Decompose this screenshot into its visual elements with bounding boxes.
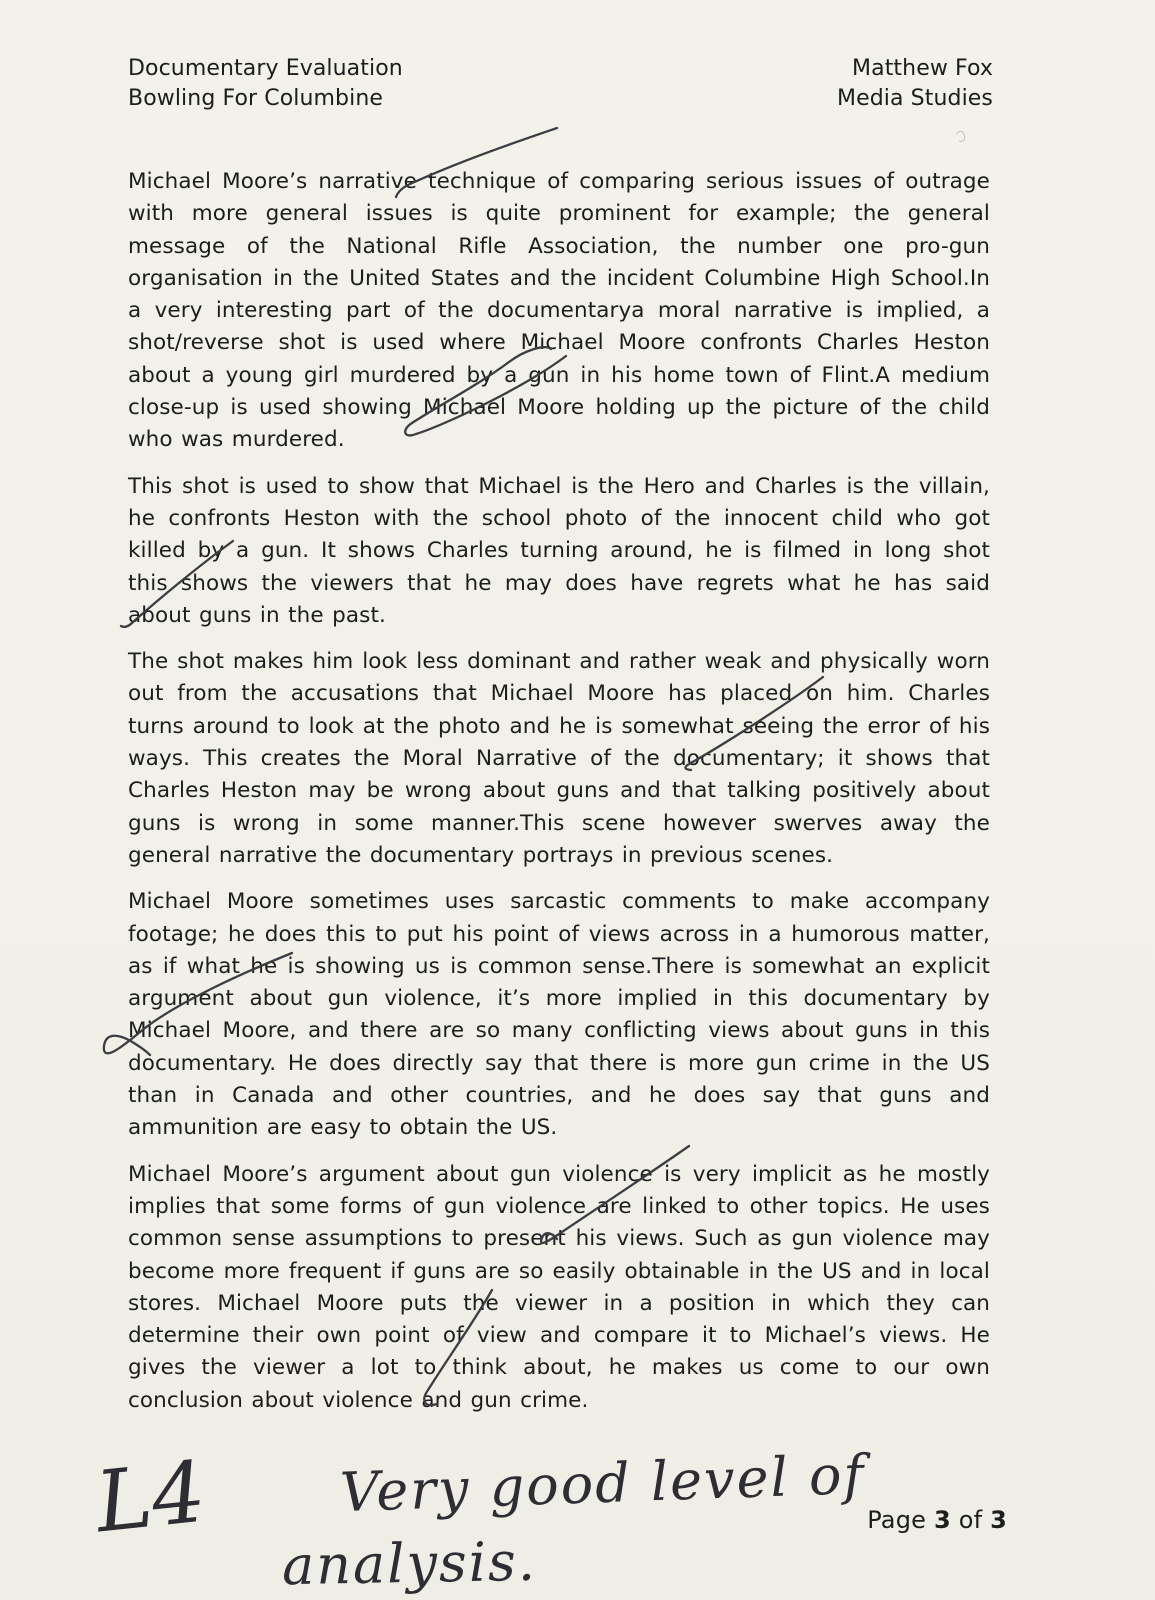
page-number-total: 3 bbox=[990, 1506, 1007, 1534]
essay-paragraph-1: Michael Moore’s narrative technique of comparing serious issues of outrage with more general issues is quite prominent for example; the general message of the National Rifle Association, the number one pro-gun organisation in the United States and the incident Columbine High School.In a very interesting part of the documentarya moral narrative is implied, a shot/reverse shot is used where Michael Moore confronts Charles Heston about a young girl murdered by a gun in his home town of Flint.A medium close-up is used showing Michael Moore holding up the picture of the child who was murdered. bbox=[128, 169, 990, 453]
handwritten-grade-mark: L4 bbox=[91, 1442, 211, 1552]
document-subtitle: Bowling For Columbine bbox=[128, 86, 384, 111]
essay-paragraph-3: The shot makes him look less dominant and rather weak and physically worn out from the accusations that Michael Moore has placed on him. Charles turns around to look at the photo and he is somewhat seeing the error of his ways. This creates the Moral Narrative of the documentary; it shows that Charles Heston may be wrong about guns and that talking positively about guns is wrong in some manner.This scene however swerves away the general narrative the documentary portrays in previous scenes. bbox=[128, 649, 990, 868]
handwritten-comment-line1: Very good level of bbox=[339, 1442, 867, 1525]
page-of-label: of bbox=[958, 1506, 983, 1534]
page-header bbox=[128, 54, 993, 114]
author-subject: Media Studies bbox=[837, 86, 993, 111]
essay-paragraph-5: Michael Moore’s argument about gun violence is very implicit as he mostly implies that some forms of gun violence are linked to other topics. He uses common sense assumptions to present his views. Such as gun violence may become more frequent if guns are so easily obtainable in the US and in local stores. Michael Moore puts the viewer in a position in which they can determine their own point of view and compare it to Michael’s views. He gives the viewer a lot to think about, he makes us come to our own conclusion about violence and gun crime. bbox=[128, 1161, 990, 1413]
essay-paragraph-4: Michael Moore sometimes uses sarcastic comments to make accompany footage; he does this to put his point of views across in a humorous matter, as if what he is showing us is common sense.There is somewhat an explicit argument about gun violence, it’s more implied in this documentary by Michael Moore, and there are so many conflicting views about guns in this documentary. He does directly say that there is more gun crime in the US than in Canada and other countries, and he does say that guns and ammunition are easy to obtain the US. bbox=[128, 889, 990, 1141]
paper-speck bbox=[954, 130, 966, 143]
document-title-block bbox=[128, 54, 403, 114]
author-name: Matthew Fox bbox=[852, 56, 993, 81]
page-label: Page bbox=[867, 1506, 927, 1534]
document-title: Documentary Evaluation bbox=[128, 56, 403, 81]
handwritten-comment-line2: analysis. bbox=[281, 1529, 538, 1598]
essay-body bbox=[128, 166, 990, 1431]
page-number bbox=[867, 1506, 1007, 1534]
page-number-current: 3 bbox=[933, 1506, 951, 1534]
essay-paragraph-2: This shot is used to show that Michael is the Hero and Charles is the villain, he confronts Heston with the school photo of the innocent child who got killed by a gun. It shows Charles turning around, he is filmed in long shot this shows the viewers that he may does have regrets what he has said about guns in the past. bbox=[128, 473, 990, 628]
author-block bbox=[837, 54, 993, 114]
